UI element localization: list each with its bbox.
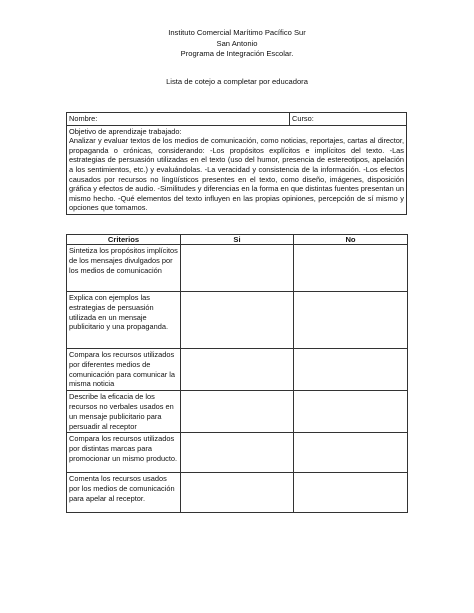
- si-checkbox-cell[interactable]: [181, 292, 294, 349]
- table-row: [67, 473, 408, 513]
- no-header: No: [294, 235, 408, 245]
- table-row: [67, 433, 408, 473]
- no-checkbox-cell[interactable]: [294, 433, 408, 473]
- institution-name: Instituto Comercial Marítimo Pacífico Sur: [168, 28, 306, 37]
- no-checkbox-cell[interactable]: [294, 245, 408, 292]
- criterion-text: Explica con ejemplos las estrategias de persuasión utilizada en un mensaje publicitario y una propaganda.: [67, 292, 181, 349]
- si-checkbox-cell[interactable]: [181, 473, 294, 513]
- si-checkbox-cell[interactable]: [181, 349, 294, 391]
- criterion-text: Sintetiza los propósitos implícitos de los mensajes divulgados por los medios de comunicación: [67, 245, 181, 292]
- si-checkbox-cell[interactable]: [181, 391, 294, 433]
- criterion-text: Comenta los recursos usados por los medios de comunicación para apelar al receptor.: [67, 473, 181, 513]
- criteria-header: Criterios: [67, 235, 181, 245]
- no-checkbox-cell[interactable]: [294, 349, 408, 391]
- table-row: [67, 391, 408, 433]
- table-row: [67, 245, 408, 292]
- program-name: Programa de Integración Escolar.: [180, 49, 294, 58]
- criterion-text: Compara los recursos utilizados por distintas marcas para promocionar un mismo producto.: [67, 433, 181, 473]
- objective-cell: [67, 125, 407, 214]
- name-field[interactable]: Nombre:: [67, 113, 290, 126]
- objective-title: Objetivo de aprendizaje trabajado:: [69, 126, 182, 136]
- criterion-text: Compara los recursos utilizados por diferentes medios de comunicación para comunicar la misma noticia: [67, 349, 181, 391]
- no-checkbox-cell[interactable]: [294, 391, 408, 433]
- si-header: Si: [181, 235, 294, 245]
- no-checkbox-cell[interactable]: [294, 473, 408, 513]
- city-name: San Antonio: [216, 38, 258, 48]
- table-row: [67, 349, 408, 391]
- no-checkbox-cell[interactable]: [294, 292, 408, 349]
- si-checkbox-cell[interactable]: [181, 433, 294, 473]
- objective-text: Analizar y evaluar textos de los medios de comunicación, como noticias, reportajes, cartas al director, propaganda o crónicas, considerando: -Los propósitos explícitos e implícitos del texto. -Las estrategias de persuasión utilizadas en el texto (uso del humor, presencia de estereotipos, apelación a los sentimientos, etc.) y evaluándolas. -La veracidad y consistencia de la información. -Los efectos causados por recursos no lingüísticos presentes en el texto, como diseño, imágenes, disposición gráfica y efectos de audio. -Similitudes y diferencias en la forma en que distintas fuentes presentan un mismo hecho. -Qué elementos del texto influyen en las propias opiniones, percepción de sí mismo y opciones que tomamos.: [69, 136, 404, 213]
- criterion-text: Describe la eficacia de los recursos no verbales usados en un mensaje publicitario para persuadir al receptor: [67, 391, 181, 433]
- criteria-header-row: [67, 235, 408, 245]
- checklist-title: Lista de cotejo a completar por educadora: [166, 77, 308, 86]
- document-header: [0, 28, 474, 60]
- si-checkbox-cell[interactable]: [181, 245, 294, 292]
- table-row: [67, 292, 408, 349]
- criteria-table: [66, 234, 408, 513]
- course-field[interactable]: Curso:: [290, 113, 407, 126]
- student-info-table: [66, 112, 407, 215]
